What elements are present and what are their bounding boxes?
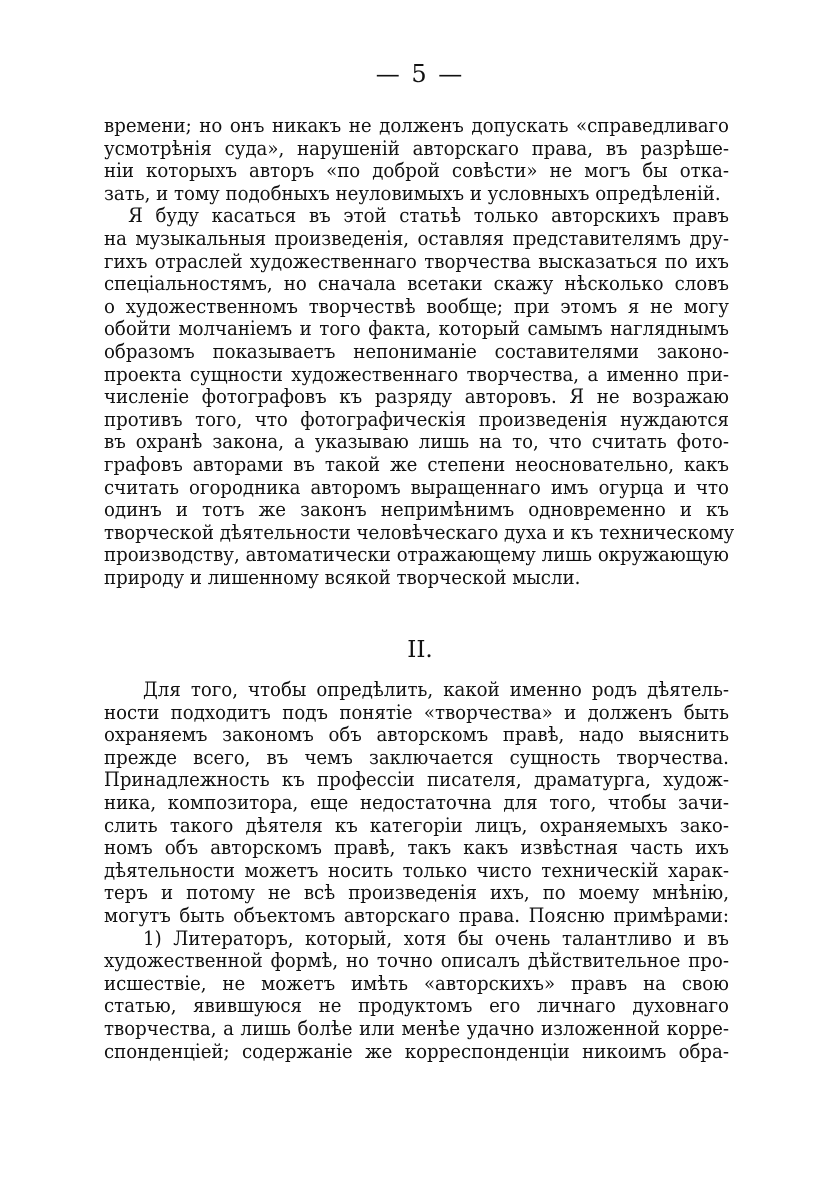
text-line: Я буду касаться въ этой статьѣ только авторскихъ правъ	[128, 204, 729, 228]
text-line: проекта сущности художественнаго творчества, а именно при-	[104, 362, 729, 386]
text-line: ности подходитъ подъ понятіе «творчества» и долженъ быть	[104, 700, 729, 724]
text-line: одинъ и тотъ же законъ непримѣнимъ одновременно и къ	[104, 498, 729, 522]
text-line: о художественномъ творчествѣ вообще; при этомъ я не могу	[104, 294, 729, 318]
text-line: времени; но онъ никакъ не долженъ допускать «справедливаго	[104, 114, 729, 137]
text-line: численіе фотографовъ къ разряду авторовъ. Я не возражаю	[104, 385, 729, 409]
text-line: спеціальностямъ, но сначала всетаки скажу нѣсколько словъ	[104, 272, 729, 296]
text-line: дѣятельности можетъ носить только чисто техническій харак-	[104, 858, 729, 882]
text-line: ника, композитора, еще недостаточна для того, чтобы зачи-	[104, 790, 729, 814]
text-line: охраняемъ закономъ объ авторскомъ правѣ, надо выяснить	[104, 723, 729, 747]
text-line: статью, явившуюся не продуктомъ его личнаго духовнаго	[104, 994, 729, 1018]
text-line: слить такого дѣятеля къ категоріи лицъ, охраняемыхъ зако-	[104, 813, 729, 837]
text-line: противъ того, что фотографическія произведенія нуждаются	[104, 407, 729, 431]
text-line: усмотрѣнія суда», нарушеній авторскаго права, въ разрѣше-	[104, 136, 729, 160]
text-line: могутъ быть объектомъ авторскаго права. Поясню примѣрами:	[104, 903, 729, 927]
text-line: Принадлежность къ профессіи писателя, драматурга, худож-	[104, 768, 729, 792]
text-line: номъ объ авторскомъ правѣ, такъ какъ извѣстная часть ихъ	[104, 836, 729, 860]
page-number: — 5 —	[375, 60, 465, 88]
text-line: гихъ отраслей художественнаго творчества высказаться по ихъ	[104, 249, 729, 273]
text-line: прежде всего, въ чемъ заключается сущность творчества.	[104, 745, 729, 769]
text-line: образомъ показываетъ непониманіе составителями законо-	[104, 339, 729, 363]
text-line: обойти молчаніемъ и того факта, который самымъ нагляднымъ	[104, 317, 729, 341]
text-line: графовъ авторами въ такой же степени неосновательно, какъ	[104, 452, 729, 476]
text-line: художественной формѣ, но точно описалъ дѣйствительное про-	[104, 949, 729, 973]
text-line: на музыкальныя произведенія, оставляя представителямъ дру-	[104, 226, 729, 250]
text-line: въ охранѣ закона, а указываю лишь на то, что считать фото-	[104, 430, 729, 454]
text-line: спонденціей; содержаніе же корреспонденціи никоимъ обра-	[104, 1039, 729, 1063]
text-line: Для того, чтобы опредѣлить, какой именно родъ дѣятель-	[143, 678, 729, 701]
text-line: ніи которыхъ авторъ «по доброй совѣсти» не могъ бы отка-	[104, 159, 729, 183]
text-line: зать, и тому подобныхъ неуловимыхъ и условныхъ опредѣленій.	[104, 181, 721, 205]
paragraph-block-1	[104, 114, 735, 589]
text-line: производству, автоматически отражающему лишь окружающую	[104, 543, 729, 567]
text-line: творчества, а лишь болѣе или менѣе удачно изложенной корре-	[104, 1016, 729, 1040]
text-line: исшествіе, не можетъ имѣть «авторскихъ» правъ на свою	[104, 971, 729, 995]
section-heading: II.	[407, 637, 433, 663]
text-line: природу и лишенному всякой творческой мысли.	[104, 565, 581, 589]
paragraph-block-2	[104, 679, 729, 1063]
text-line: 1) Литераторъ, который, хотя бы очень талантливо и въ	[143, 926, 729, 950]
text-line: творческой дѣятельности человѣческаго духа и къ техническому	[104, 520, 735, 544]
text-line: считать огородника авторомъ выращеннаго имъ огурца и что	[104, 475, 729, 499]
text-line: теръ и потому не всѣ произведенія ихъ, по моему мнѣнію,	[104, 881, 729, 905]
